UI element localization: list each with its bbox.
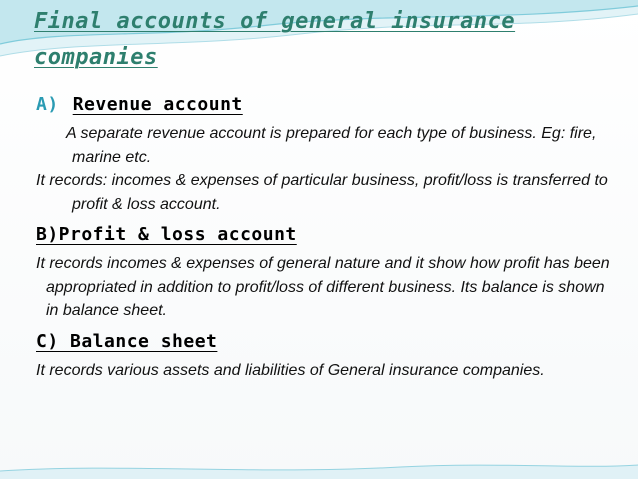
section-heading-text: Revenue account <box>72 94 243 115</box>
section-heading <box>36 222 611 248</box>
section-heading-text: C) Balance sheet <box>36 330 218 352</box>
section-heading <box>36 329 611 355</box>
body-paragraph: It records various assets and liabilities of General insurance companies. <box>36 361 545 379</box>
section-balance-sheet <box>36 329 611 383</box>
section-marker: A) <box>36 94 59 115</box>
section-heading-text: B)Profit & loss account <box>36 224 297 245</box>
body-paragraph: A separate revenue account is prepared for each type of business. Eg: fire, marine etc. <box>66 125 597 166</box>
section-heading <box>36 92 611 118</box>
section-revenue-account <box>36 92 611 216</box>
body-paragraph: It records: incomes & expenses of particular business, profit/loss is transferred to profit & loss account. <box>36 172 608 213</box>
section-profit-loss-account <box>36 222 611 323</box>
slide-title: Final accounts of general insurance companies <box>34 9 516 70</box>
bottom-wave-decoration <box>0 459 638 479</box>
body-paragraph: It records incomes & expenses of general nature and it show how profit has been appropriated in addition to profit/loss of different business. Its balance is shown in balance sheet. <box>36 255 610 319</box>
slide-content <box>36 92 611 382</box>
